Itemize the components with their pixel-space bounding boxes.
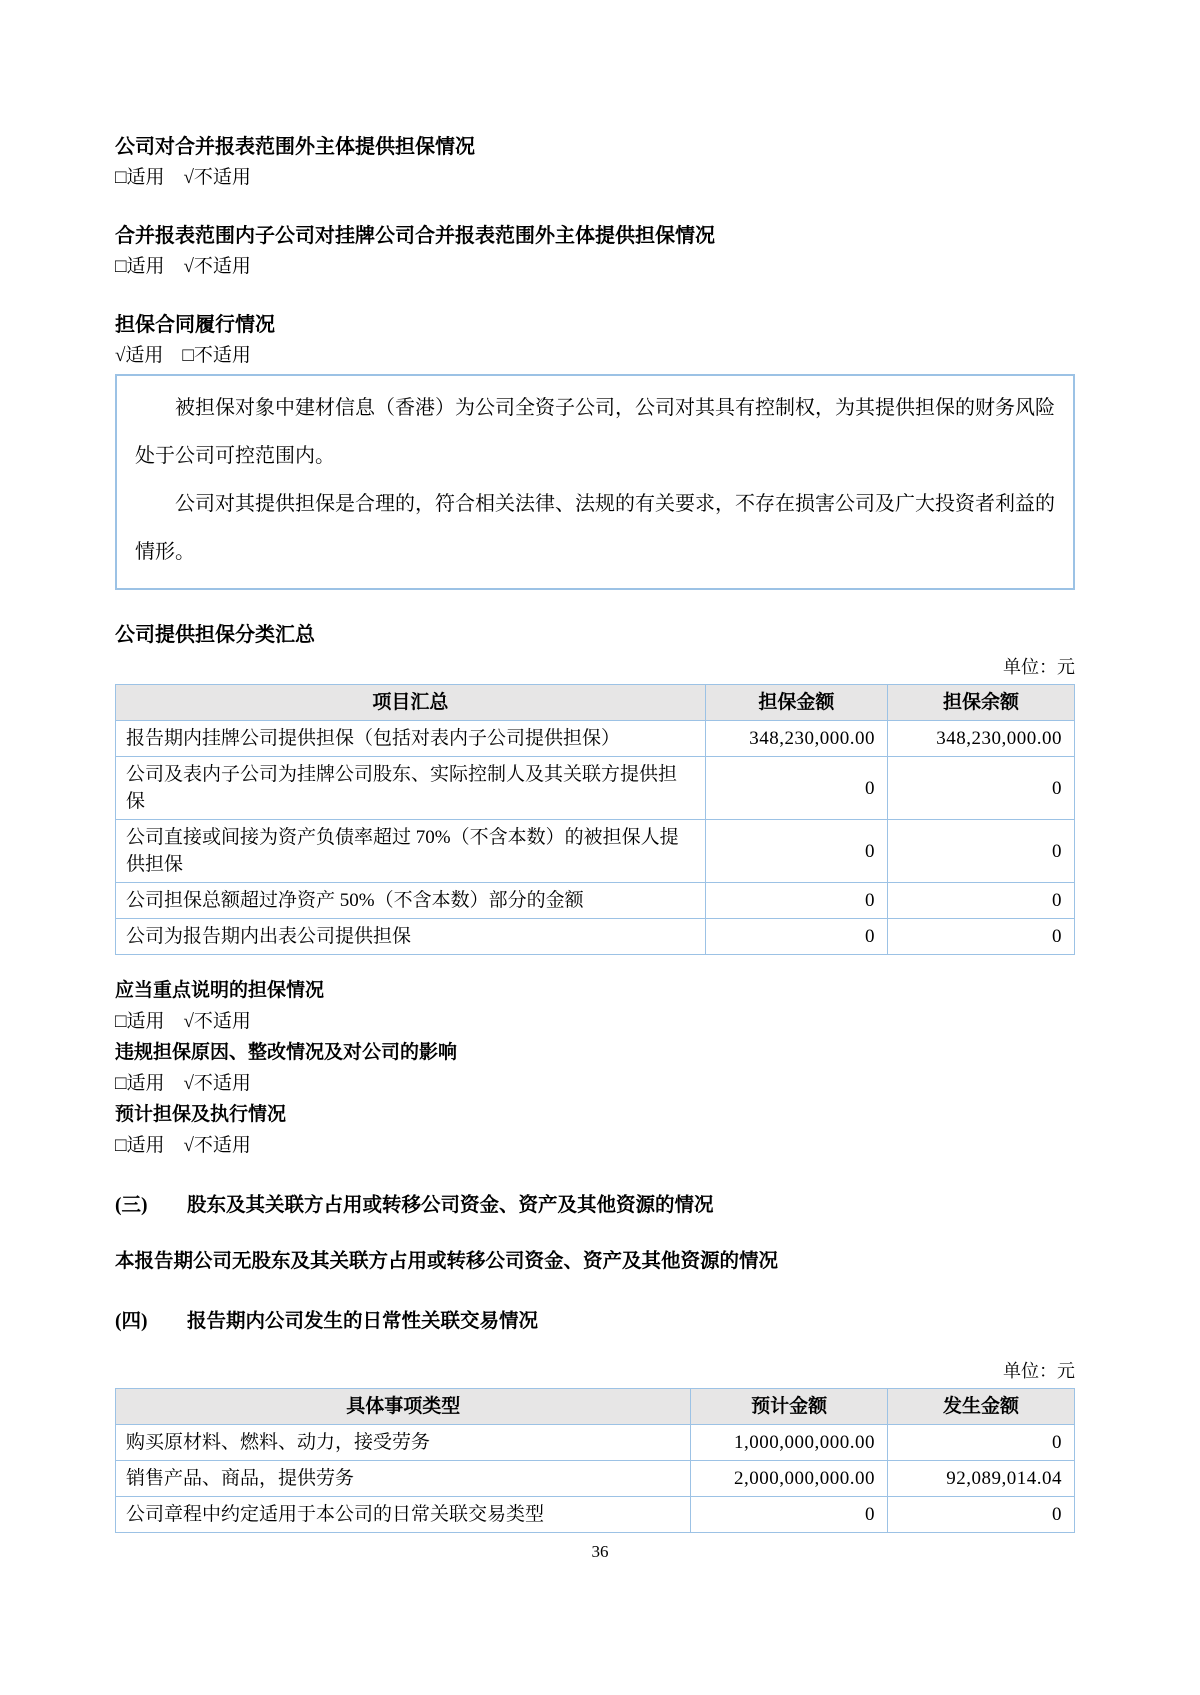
cell-item: 公司及表内子公司为挂牌公司股东、实际控制人及其关联方提供担保 bbox=[116, 757, 706, 820]
column-header-guarantee-balance: 担保余额 bbox=[887, 685, 1074, 721]
related-transactions-table bbox=[115, 1388, 1075, 1533]
cell-amount: 348,230,000.00 bbox=[705, 721, 887, 757]
note-paragraph-1: 被担保对象中建材信息（香港）为公司全资子公司，公司对其具有控制权，为其提供担保的财务风险处于公司可控范围内。 bbox=[135, 397, 1055, 467]
column-header-transaction-type: 具体事项类型 bbox=[116, 1389, 691, 1425]
section-title-external-guarantee: 公司对合并报表范围外主体提供担保情况 bbox=[115, 136, 475, 158]
table-row bbox=[116, 820, 1075, 883]
cell-amount: 0 bbox=[705, 820, 887, 883]
section-contract-performance bbox=[115, 310, 1075, 590]
unit-label: 单位：元 bbox=[1003, 1361, 1075, 1381]
guarantee-summary-table bbox=[115, 684, 1075, 955]
section4-title: 报告期内公司发生的日常性关联交易情况 bbox=[187, 1311, 539, 1332]
table-row bbox=[116, 1425, 1075, 1461]
cell-transaction-type: 公司章程中约定适用于本公司的日常关联交易类型 bbox=[116, 1497, 691, 1533]
cell-incurred-amount: 0 bbox=[887, 1497, 1074, 1533]
unit-label: 单位：元 bbox=[1003, 657, 1075, 677]
applicability-external-guarantee: □适用 √不适用 bbox=[115, 167, 251, 188]
section3-body: 本报告期公司无股东及其关联方占用或转移公司资金、资产及其他资源的情况 bbox=[115, 1251, 779, 1272]
cell-transaction-type: 销售产品、商品，提供劳务 bbox=[116, 1461, 691, 1497]
applicability-subsidiary-guarantee: □适用 √不适用 bbox=[115, 256, 251, 277]
cell-expected-amount: 1,000,000,000.00 bbox=[691, 1425, 888, 1461]
applicability-contract-performance: √适用 □不适用 bbox=[115, 345, 251, 366]
section-title-key-guarantees: 应当重点说明的担保情况 bbox=[115, 980, 325, 1001]
applicability-expected-guarantees: □适用 √不适用 bbox=[115, 1135, 251, 1156]
guarantee-subsections bbox=[115, 975, 1075, 1161]
table-row bbox=[116, 1497, 1075, 1533]
cell-incurred-amount: 92,089,014.04 bbox=[887, 1461, 1074, 1497]
cell-amount: 0 bbox=[705, 919, 887, 955]
cell-transaction-type: 购买原材料、燃料、动力，接受劳务 bbox=[116, 1425, 691, 1461]
section-external-guarantee bbox=[115, 132, 1075, 194]
cell-expected-amount: 0 bbox=[691, 1497, 888, 1533]
table-row bbox=[116, 757, 1075, 820]
cell-item: 公司直接或间接为资产负债率超过 70%（不含本数）的被担保人提供担保 bbox=[116, 820, 706, 883]
section-title-violation-guarantees: 违规担保原因、整改情况及对公司的影响 bbox=[115, 1042, 458, 1063]
applicability-key-guarantees: □适用 √不适用 bbox=[115, 1011, 251, 1032]
guarantee-note-box bbox=[115, 374, 1075, 590]
section3-heading bbox=[115, 1191, 1075, 1221]
cell-balance: 0 bbox=[887, 919, 1074, 955]
cell-item: 公司担保总额超过净资产 50%（不含本数）部分的金额 bbox=[116, 883, 706, 919]
table-row bbox=[116, 1461, 1075, 1497]
section-title-subsidiary-guarantee: 合并报表范围内子公司对挂牌公司合并报表范围外主体提供担保情况 bbox=[115, 225, 715, 247]
cell-balance: 0 bbox=[887, 757, 1074, 820]
section-subsidiary-guarantee bbox=[115, 221, 1075, 283]
column-header-item-summary: 项目汇总 bbox=[116, 685, 706, 721]
applicability-violation-guarantees: □适用 √不适用 bbox=[115, 1073, 251, 1094]
column-header-guarantee-amount: 担保金额 bbox=[705, 685, 887, 721]
section4-heading bbox=[115, 1307, 1075, 1337]
table-row bbox=[116, 883, 1075, 919]
section3-index: (三) bbox=[115, 1195, 148, 1216]
table-header-row bbox=[116, 685, 1075, 721]
cell-item: 公司为报告期内出表公司提供担保 bbox=[116, 919, 706, 955]
cell-incurred-amount: 0 bbox=[887, 1425, 1074, 1461]
section-title-contract-performance: 担保合同履行情况 bbox=[115, 314, 275, 336]
table-row bbox=[116, 721, 1075, 757]
page-number: 36 bbox=[591, 1542, 609, 1561]
table-header-row bbox=[116, 1389, 1075, 1425]
cell-balance: 348,230,000.00 bbox=[887, 721, 1074, 757]
cell-balance: 0 bbox=[887, 820, 1074, 883]
cell-expected-amount: 2,000,000,000.00 bbox=[691, 1461, 888, 1497]
note-paragraph-2: 公司对其提供担保是合理的，符合相关法律、法规的有关要求，不存在损害公司及广大投资者利益的情形。 bbox=[135, 493, 1055, 563]
section3-title: 股东及其关联方占用或转移公司资金、资产及其他资源的情况 bbox=[187, 1195, 714, 1216]
document-content bbox=[115, 0, 1075, 1533]
column-header-expected-amount: 预计金额 bbox=[691, 1389, 888, 1425]
cell-amount: 0 bbox=[705, 883, 887, 919]
cell-balance: 0 bbox=[887, 883, 1074, 919]
cell-amount: 0 bbox=[705, 757, 887, 820]
section4-index: (四) bbox=[115, 1311, 148, 1332]
column-header-incurred-amount: 发生金额 bbox=[887, 1389, 1074, 1425]
section-title-expected-guarantees: 预计担保及执行情况 bbox=[115, 1104, 287, 1125]
cell-item: 报告期内挂牌公司提供担保（包括对表内子公司提供担保） bbox=[116, 721, 706, 757]
section-title-classification-summary: 公司提供担保分类汇总 bbox=[115, 624, 315, 646]
table-row bbox=[116, 919, 1075, 955]
